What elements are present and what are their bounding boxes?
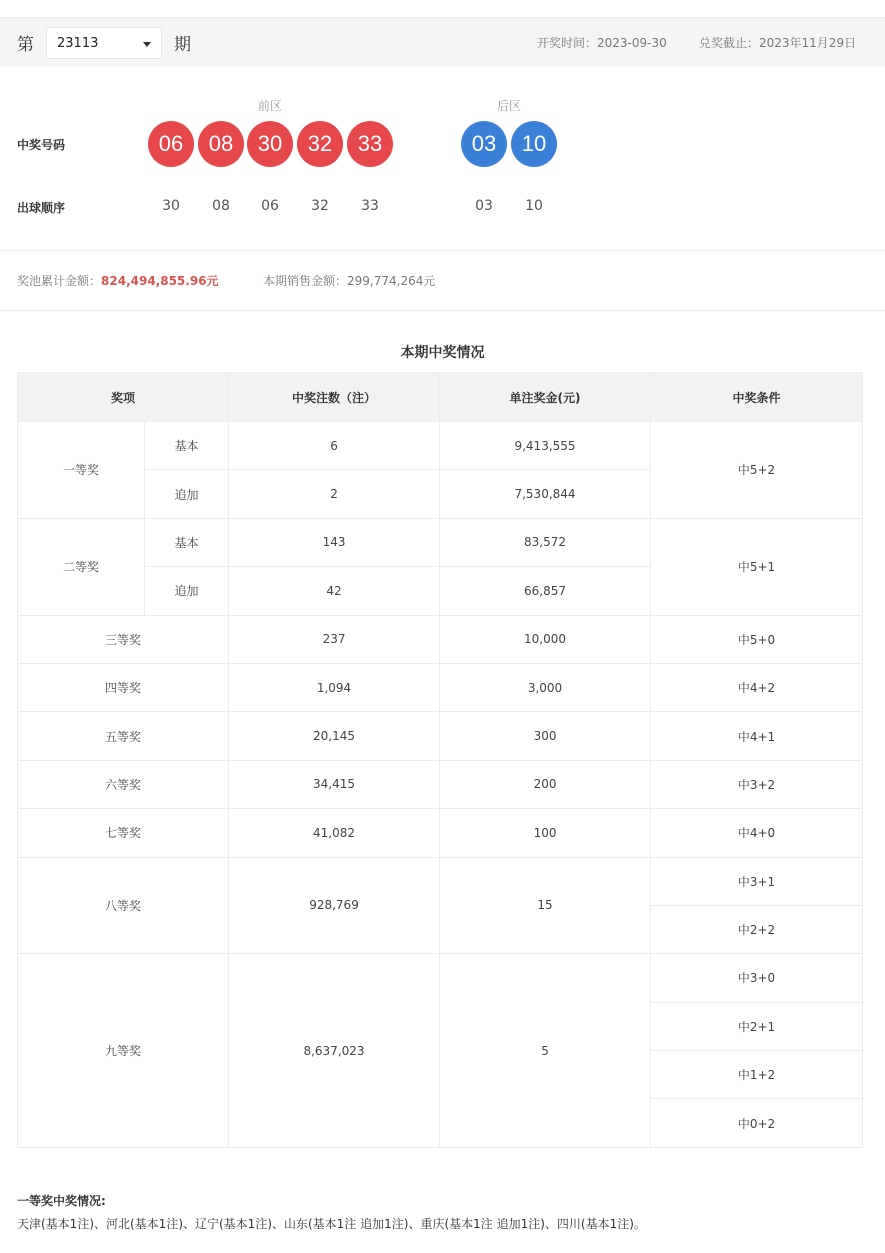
chevron-down-icon [143, 42, 151, 47]
prize-sublevel: 追加 [145, 470, 229, 518]
issue-value: 23113 [57, 36, 99, 51]
table-row [18, 857, 863, 905]
prize-level: 九等奖 [18, 954, 229, 1148]
first-prize-winners-title: 一等奖中奖情况: [17, 1194, 106, 1208]
winner-count: 143 [229, 518, 440, 566]
pool-info [17, 272, 219, 289]
front-ball: 06 [148, 121, 194, 167]
win-condition: 中0+2 [651, 1099, 863, 1147]
order-number: 03 [475, 198, 493, 214]
winner-count: 2 [229, 470, 440, 518]
prize-level: 二等奖 [18, 518, 145, 615]
win-condition: 中3+1 [651, 857, 863, 905]
draw-order-label: 出球顺序 [17, 201, 66, 215]
table-row [18, 615, 863, 663]
winner-count: 8,637,023 [229, 954, 440, 1148]
win-condition: 中4+0 [651, 809, 863, 857]
prize-level: 六等奖 [18, 760, 229, 808]
prize-table [17, 372, 863, 1148]
sales-info [263, 272, 435, 289]
prize-amount: 83,572 [440, 518, 651, 566]
prize-amount: 9,413,555 [440, 422, 651, 470]
issue-select[interactable] [46, 27, 162, 59]
header-condition: 中奖条件 [651, 373, 863, 422]
front-ball: 08 [198, 121, 244, 167]
winner-count: 928,769 [229, 857, 440, 954]
draw-time: 开奖时间：2023-09-30 [537, 36, 667, 50]
claim-deadline: 兑奖截止：2023年11月29日 [699, 36, 857, 50]
winner-count: 20,145 [229, 712, 440, 760]
header-prize-level: 奖项 [18, 373, 229, 422]
order-number: 06 [261, 198, 279, 214]
prize-sublevel: 基本 [145, 518, 229, 566]
prize-amount: 10,000 [440, 615, 651, 663]
table-row [18, 760, 863, 808]
prize-level: 八等奖 [18, 857, 229, 954]
prize-level: 一等奖 [18, 422, 145, 519]
winner-count: 237 [229, 615, 440, 663]
prize-amount: 300 [440, 712, 651, 760]
winner-count: 6 [229, 422, 440, 470]
win-condition: 中4+2 [651, 663, 863, 711]
back-ball: 10 [511, 121, 557, 167]
sales-label: 本期销售金额： [263, 274, 348, 288]
front-ball: 33 [347, 121, 393, 167]
prize-level: 四等奖 [18, 663, 229, 711]
prize-amount: 66,857 [440, 567, 651, 615]
winner-count: 1,094 [229, 663, 440, 711]
issue-bar [0, 17, 885, 67]
prize-sublevel: 追加 [145, 567, 229, 615]
prize-sublevel: 基本 [145, 422, 229, 470]
winner-count: 41,082 [229, 809, 440, 857]
win-condition: 中1+2 [651, 1051, 863, 1099]
winner-count: 34,415 [229, 760, 440, 808]
front-ball: 30 [247, 121, 293, 167]
order-number: 10 [525, 198, 543, 214]
header-winner-count: 中奖注数（注） [229, 373, 440, 422]
prize-amount: 100 [440, 809, 651, 857]
front-ball: 32 [297, 121, 343, 167]
table-row [18, 422, 863, 470]
table-header-row [18, 373, 863, 422]
header-prize-amount: 单注奖金(元) [440, 373, 651, 422]
win-condition: 中2+2 [651, 905, 863, 953]
prize-level: 三等奖 [18, 615, 229, 663]
win-condition: 中2+1 [651, 1002, 863, 1050]
prize-amount: 15 [440, 857, 651, 954]
win-condition: 中4+1 [651, 712, 863, 760]
table-row [18, 518, 863, 566]
order-number: 33 [361, 198, 379, 214]
win-condition: 中5+0 [651, 615, 863, 663]
sales-amount: 299,774,264元 [347, 274, 436, 288]
first-prize-winners-text: 天津(基本1注)、河北(基本1注)、辽宁(基本1注)、山东(基本1注 追加1注)、重庆(基本1注 追加1注)、四川(基本1注)。 [17, 1217, 646, 1231]
divider [0, 310, 885, 311]
prize-table-title: 本期中奖情况 [400, 345, 485, 361]
divider [0, 250, 885, 251]
winner-count: 42 [229, 567, 440, 615]
table-row [18, 954, 863, 1002]
prize-level: 五等奖 [18, 712, 229, 760]
issue-prefix: 第 [17, 35, 34, 55]
prize-amount: 5 [440, 954, 651, 1148]
prize-amount: 7,530,844 [440, 470, 651, 518]
back-ball: 03 [461, 121, 507, 167]
winning-numbers-label: 中奖号码 [17, 138, 66, 152]
order-number: 08 [212, 198, 230, 214]
front-zone-label: 前区 [258, 99, 283, 113]
pool-label: 奖池累计金额： [17, 274, 102, 288]
win-condition: 中5+2 [651, 422, 863, 519]
win-condition: 中5+1 [651, 518, 863, 615]
order-number: 30 [162, 198, 180, 214]
prize-amount: 200 [440, 760, 651, 808]
table-row [18, 663, 863, 711]
win-condition: 中3+0 [651, 954, 863, 1002]
table-row [18, 712, 863, 760]
pool-amount: 824,494,855.96元 [101, 274, 219, 288]
prize-level: 七等奖 [18, 809, 229, 857]
table-row [18, 809, 863, 857]
issue-suffix: 期 [174, 35, 191, 55]
prize-amount: 3,000 [440, 663, 651, 711]
win-condition: 中3+2 [651, 760, 863, 808]
order-number: 32 [311, 198, 329, 214]
back-zone-label: 后区 [497, 99, 522, 113]
